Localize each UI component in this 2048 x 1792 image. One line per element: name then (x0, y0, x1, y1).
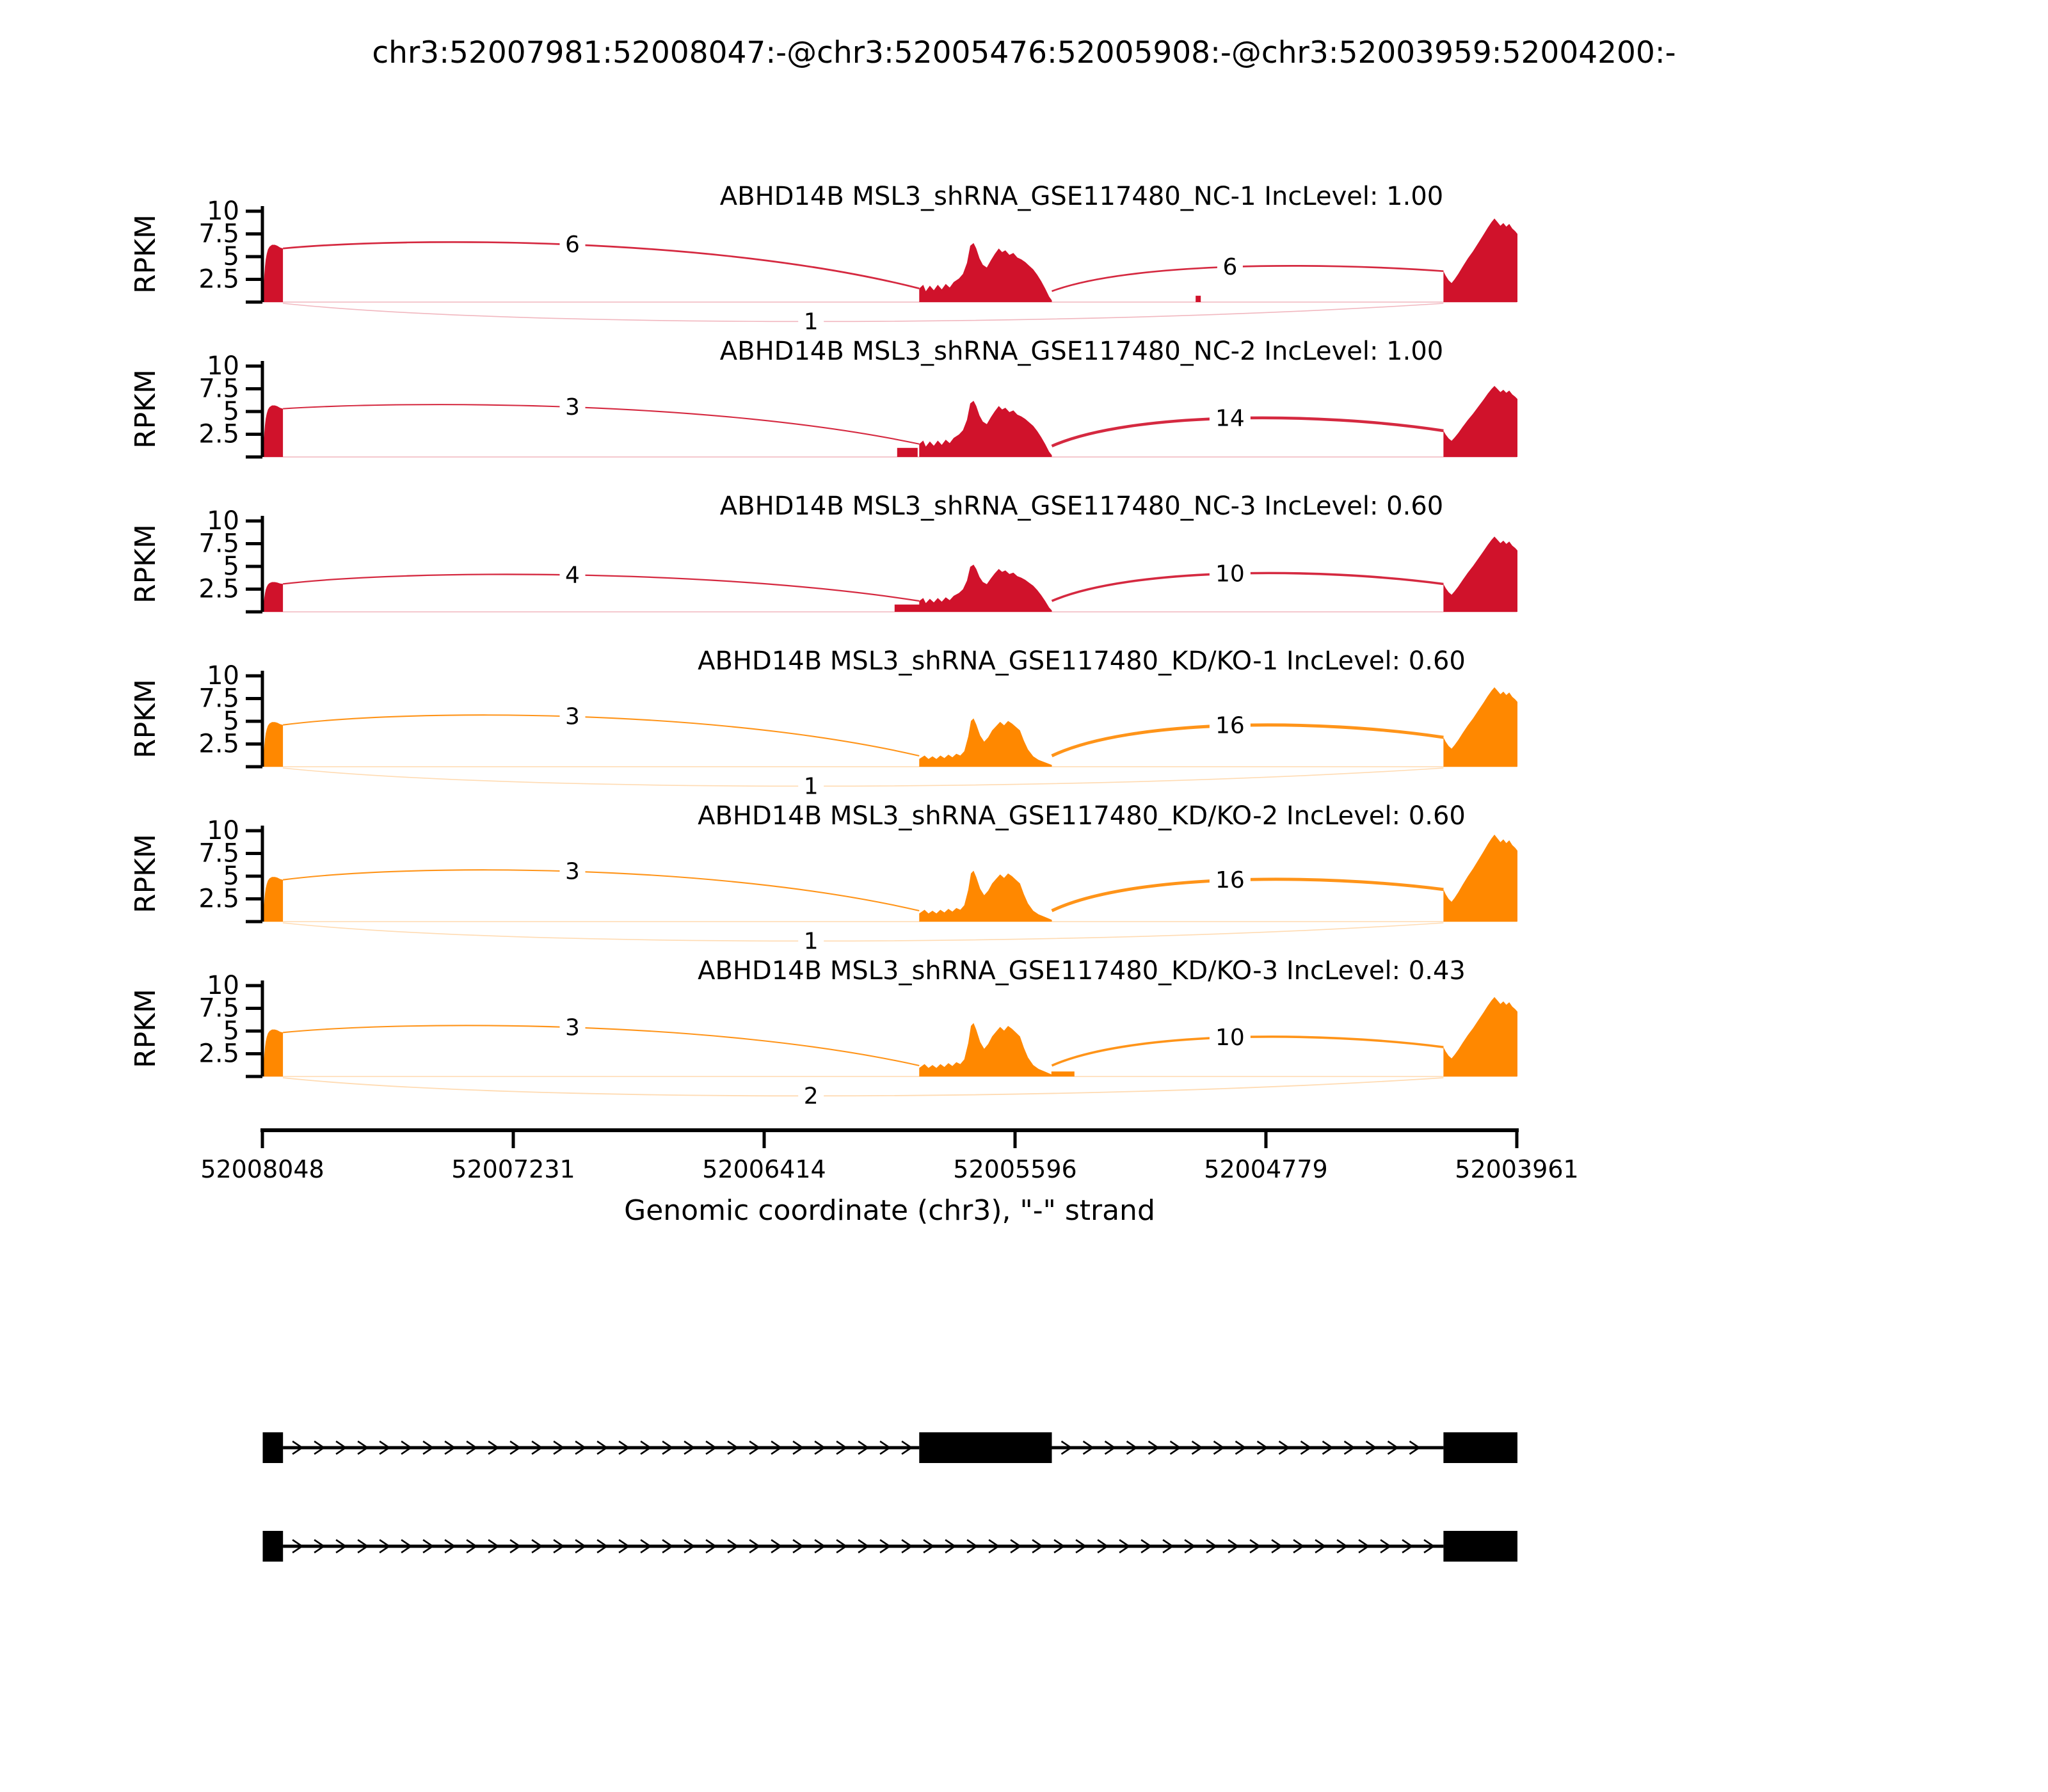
x-axis-layer (200, 1130, 1578, 1227)
junction-count-label: 3 (565, 703, 580, 730)
sashimi-track-5 (129, 801, 1517, 955)
y-tick-label: 7.5 (198, 684, 239, 714)
coverage-area-upstream (263, 722, 284, 767)
coverage-area-downstream (1443, 997, 1517, 1076)
track-title: ABHD14B MSL3_shRNA_GSE117480_KD/KO-1 IncLevel: 0.60 (698, 646, 1466, 676)
x-tick-label: 52006414 (702, 1155, 826, 1183)
transcript-structure-layer (263, 1432, 1518, 1562)
junction-count-label: 6 (1222, 254, 1238, 280)
y-tick-label: 2.5 (198, 884, 239, 914)
y-tick-label: 2.5 (198, 1039, 239, 1069)
y-tick-label: 5 (223, 707, 239, 736)
transcript-2 (263, 1531, 1518, 1562)
coverage-area-downstream (1443, 536, 1517, 612)
exon-box (263, 1432, 284, 1463)
inclusion-junction-arc (283, 1025, 919, 1066)
track-title: ABHD14B MSL3_shRNA_GSE117480_KD/KO-2 IncLevel: 0.60 (698, 801, 1466, 831)
y-tick-label: 2.5 (198, 264, 239, 294)
inclusion-junction-arc (283, 404, 919, 444)
y-tick-label: 2.5 (198, 574, 239, 604)
coverage-area-upstream (263, 877, 284, 922)
coverage-area-skipped (919, 401, 1052, 457)
exon-box (263, 1531, 284, 1562)
y-tick-label: 10 (207, 196, 239, 226)
sashimi-track-4 (129, 646, 1517, 800)
coverage-area-skipped (919, 564, 1052, 612)
track-title: ABHD14B MSL3_shRNA_GSE117480_NC-3 IncLevel: 0.60 (719, 492, 1444, 521)
sashimi-track-3 (129, 492, 1517, 612)
y-tick-label: 7.5 (198, 993, 239, 1023)
y-tick-label: 5 (223, 1016, 239, 1046)
junction-count-label: 16 (1215, 867, 1245, 894)
x-tick-label: 52004779 (1204, 1155, 1328, 1183)
coverage-area-downstream (1443, 386, 1517, 457)
exon-box (1443, 1432, 1517, 1463)
y-tick-label: 2.5 (198, 419, 239, 449)
junction-count-label: 14 (1215, 405, 1245, 432)
junction-count-label: 6 (565, 232, 580, 259)
junction-count-label: 2 (803, 1083, 819, 1110)
coverage-area-upstream (263, 406, 284, 458)
coverage-area-upstream (263, 1030, 284, 1076)
junction-count-label: 4 (565, 562, 580, 589)
transcript-1 (263, 1432, 1518, 1463)
y-tick-label: 7.5 (198, 219, 239, 249)
skip-junction-arc (283, 923, 1443, 941)
coverage-blip (897, 448, 918, 457)
inclusion-junction-arc (283, 574, 919, 601)
x-axis-title: Genomic coordinate (chr3), "-" strand (624, 1194, 1155, 1227)
coverage-area-upstream (263, 245, 284, 303)
y-tick-label: 7.5 (198, 529, 239, 559)
junction-count-label: 16 (1215, 712, 1245, 739)
coverage-blip (1196, 296, 1201, 302)
inclusion-junction-arc (283, 242, 919, 288)
coverage-area-skipped (919, 719, 1052, 767)
y-tick-label: 7.5 (198, 838, 239, 868)
x-tick-label: 52003961 (1455, 1155, 1579, 1183)
coverage-area-skipped (919, 871, 1052, 922)
y-tick-label: 5 (223, 242, 239, 271)
sashimi-track-6 (129, 956, 1517, 1110)
inclusion-junction-arc (283, 870, 919, 911)
sashimi-track-2 (129, 337, 1517, 457)
track-title: ABHD14B MSL3_shRNA_GSE117480_KD/KO-3 IncLevel: 0.43 (698, 956, 1466, 986)
coverage-tracks-layer (129, 182, 1517, 1110)
coverage-area-skipped (919, 1023, 1052, 1077)
y-tick-label: 2.5 (198, 729, 239, 759)
junction-count-label: 10 (1215, 561, 1245, 588)
junction-count-label: 1 (803, 928, 819, 955)
y-tick-label: 10 (207, 971, 239, 1000)
skip-junction-arc (283, 303, 1443, 321)
y-tick-label: 5 (223, 552, 239, 581)
junction-count-label: 1 (803, 773, 819, 800)
coverage-blip (1052, 1071, 1075, 1076)
x-tick-label: 52008048 (200, 1155, 324, 1183)
coverage-area-downstream (1443, 218, 1517, 302)
sashimi-track-1 (129, 182, 1517, 335)
track-title: ABHD14B MSL3_shRNA_GSE117480_NC-1 IncLevel: 1.00 (719, 182, 1444, 211)
skip-junction-arc (283, 1078, 1443, 1096)
figure-title: chr3:52007981:52008047:-@chr3:52005476:52005908:-@chr3:52003959:52004200:- (372, 35, 1676, 70)
junction-count-label: 3 (565, 858, 580, 885)
y-tick-label: 5 (223, 397, 239, 426)
coverage-blip (895, 605, 931, 612)
y-axis-title: RPKM (129, 214, 162, 294)
skip-junction-arc (283, 768, 1443, 786)
y-axis-title: RPKM (129, 834, 162, 913)
y-tick-label: 5 (223, 861, 239, 891)
coverage-area-upstream (263, 582, 284, 612)
x-tick-label: 52005596 (953, 1155, 1077, 1183)
y-axis-title: RPKM (129, 989, 162, 1068)
exon-box (1443, 1531, 1517, 1562)
inclusion-junction-arc (1052, 266, 1444, 291)
x-tick-label: 52007231 (451, 1155, 575, 1183)
track-title: ABHD14B MSL3_shRNA_GSE117480_NC-2 IncLevel: 1.00 (719, 337, 1444, 366)
junction-count-label: 3 (565, 1014, 580, 1041)
inclusion-junction-arc (283, 715, 919, 756)
junction-count-label: 10 (1215, 1024, 1245, 1051)
y-tick-label: 10 (207, 351, 239, 381)
y-axis-title: RPKM (129, 679, 162, 758)
coverage-area-downstream (1443, 835, 1517, 922)
y-tick-label: 10 (207, 506, 239, 536)
y-tick-label: 10 (207, 661, 239, 691)
y-tick-label: 7.5 (198, 374, 239, 404)
coverage-area-downstream (1443, 687, 1517, 767)
junction-count-label: 3 (565, 394, 580, 420)
y-axis-title: RPKM (129, 524, 162, 604)
coverage-area-skipped (919, 243, 1052, 302)
junction-count-label: 1 (803, 308, 819, 335)
exon-box (919, 1432, 1052, 1463)
y-tick-label: 10 (207, 816, 239, 845)
y-axis-title: RPKM (129, 369, 162, 449)
